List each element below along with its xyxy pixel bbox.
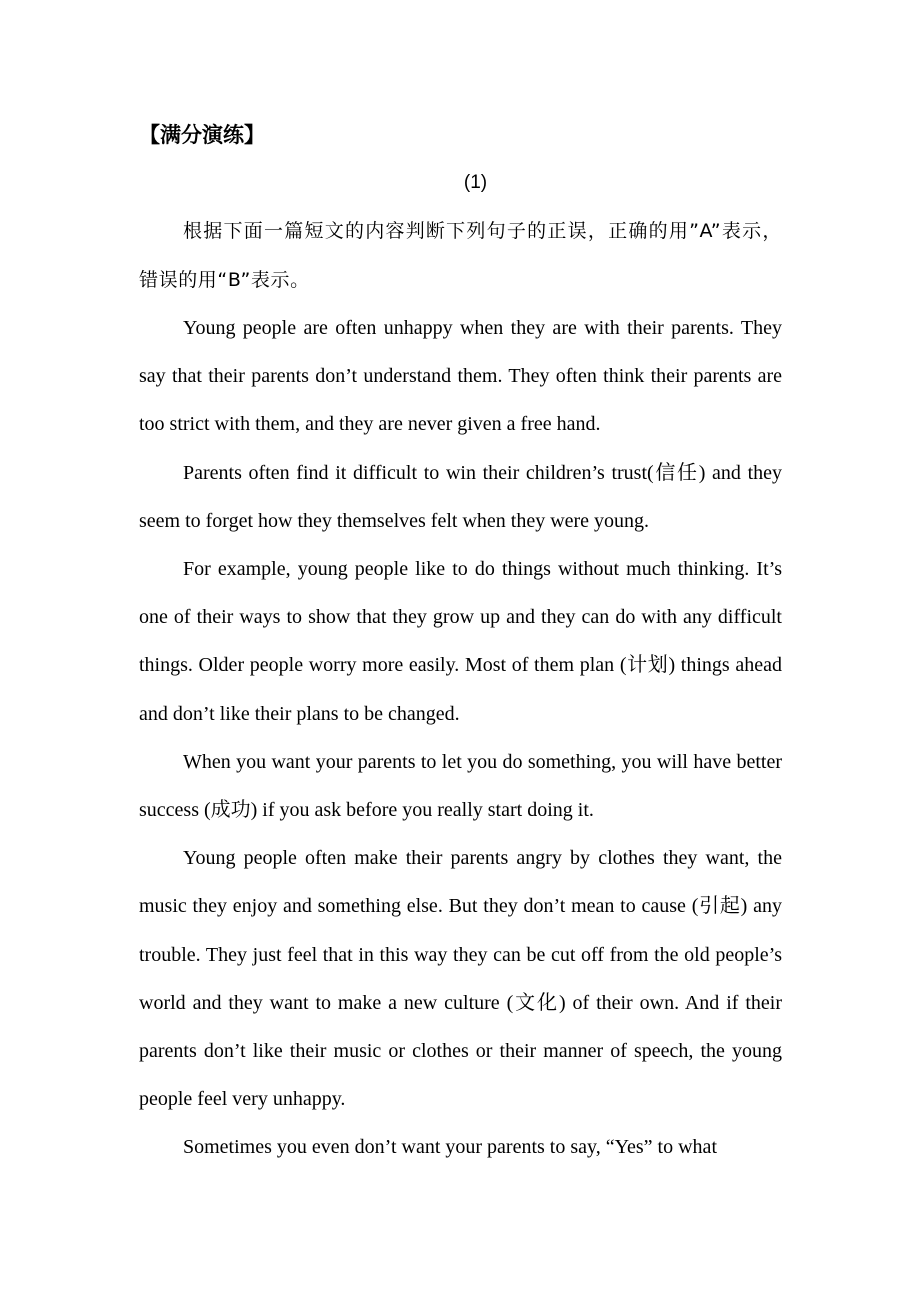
paragraph-4: When you want your parents to let you do something, you will have better success (成功) if you ask before you really start doing it. xyxy=(139,750,782,822)
instruction-text: 根据下面一篇短文的内容判断下列句子的正误，正确的用”A”表示，错误的用“B”表示。 xyxy=(139,220,782,291)
section-title: 【满分演练】 xyxy=(139,123,265,147)
paragraph-3: For example, young people like to do things without much thinking. It’s one of their ways to show that they grow up and they can do with any difficult things. Older people worry more easily. Most of them plan (计划) things ahead and don’t like their plans to be changed. xyxy=(139,558,782,725)
question-number: (1) xyxy=(463,172,488,193)
paragraph-6: Sometimes you even don’t want your parents to say, “Yes” to what xyxy=(183,1136,717,1159)
paragraph-2: Parents often find it difficult to win their children’s trust(信任) and they seem to forget how they themselves felt when they were young. xyxy=(139,461,782,532)
paragraph-1: Young people are often unhappy when they are with their parents. They say that their parents don’t understand them. They often think their parents are too strict with them, and they are never given a free hand. xyxy=(139,317,782,436)
document-page xyxy=(139,118,782,1172)
paragraph-5: Young people often make their parents angry by clothes they want, the music they enjoy and something else. But they don’t mean to cause (引起) any trouble. They just feel that in this way they can be cut off from the old people’s world and they want to make a new culture (文化) of their own. And if their parents don’t like their music or clothes or their manner of speech, the young people feel very unhappy. xyxy=(139,847,782,1111)
